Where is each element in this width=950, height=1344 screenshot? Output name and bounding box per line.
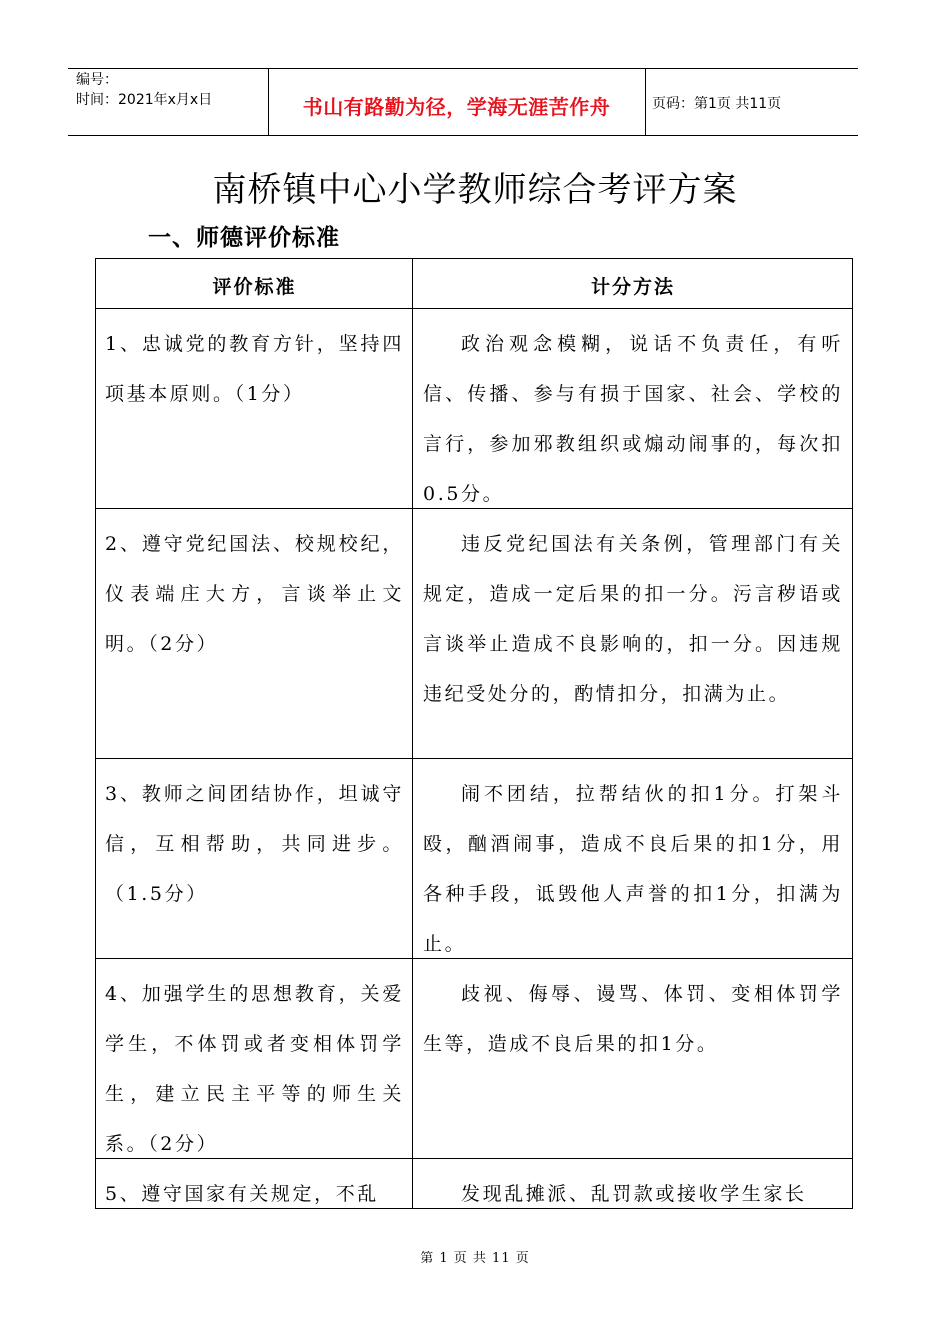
page-footer: 第 1 页 共 11 页 xyxy=(420,1251,530,1266)
column-header-criterion: 评价标准 xyxy=(212,276,297,298)
method-cell: 发现乱摊派、乱罚款或接收学生家长 xyxy=(461,1183,807,1205)
header-top-rule xyxy=(68,68,858,69)
document-time: 时间：2021年x月x日 xyxy=(76,92,213,108)
document-title: 南桥镇中心小学教师综合考评方案 xyxy=(212,170,738,210)
header-meta xyxy=(76,70,212,110)
method-cell: 歧视、侮辱、谩骂、体罚、变相体罚学生等，造成不良后果的扣1分。 xyxy=(423,983,843,1055)
method-cell: 闹不团结，拉帮结伙的扣1分。打架斗殴，酗酒闹事，造成不良后果的扣1分，用各种手段，诋毁他人声誉的扣1分，扣满为止。 xyxy=(423,783,843,955)
table-row xyxy=(96,959,852,1159)
section-heading: 一、师德评价标准 xyxy=(148,225,340,251)
header-page-info: 页码：第1页 共11页 xyxy=(652,96,782,112)
evaluation-table xyxy=(95,258,853,1209)
document-number-label: 编号： xyxy=(76,72,118,88)
header-motto: 书山有路勤为径，学海无涯苦作舟 xyxy=(302,95,611,119)
criterion-cell: 2、遵守党纪国法、校规校纪，仪表端庄大方，言谈举止文明。（2分） xyxy=(105,533,404,655)
table-bottom-rule xyxy=(96,1208,852,1209)
criterion-cell: 3、教师之间团结协作，坦诚守信，互相帮助，共同进步。（1.5分） xyxy=(105,783,404,905)
header-divider xyxy=(645,68,646,135)
table-header-row xyxy=(96,259,852,309)
table-row xyxy=(96,509,852,759)
criterion-cell: 5、遵守国家有关规定，不乱 xyxy=(105,1183,379,1205)
header-bottom-rule xyxy=(68,135,858,136)
method-cell: 政治观念模糊，说话不负责任，有听信、传播、参与有损于国家、社会、学校的言行，参加邪教组织或煽动闹事的，每次扣0.5分。 xyxy=(423,333,843,505)
method-cell: 违反党纪国法有关条例，管理部门有关规定，造成一定后果的扣一分。污言秽语或言谈举止造成不良影响的，扣一分。因违规违纪受处分的，酌情扣分，扣满为止。 xyxy=(423,533,843,705)
table-row xyxy=(96,1159,852,1209)
criterion-cell: 4、加强学生的思想教育，关爱学生，不体罚或者变相体罚学生，建立民主平等的师生关系。（2分） xyxy=(105,983,404,1155)
table-row xyxy=(96,309,852,509)
column-header-method: 计分方法 xyxy=(590,276,675,298)
table-row xyxy=(96,759,852,959)
criterion-cell: 1、忠诚党的教育方针，坚持四项基本原则。（1分） xyxy=(105,333,404,405)
